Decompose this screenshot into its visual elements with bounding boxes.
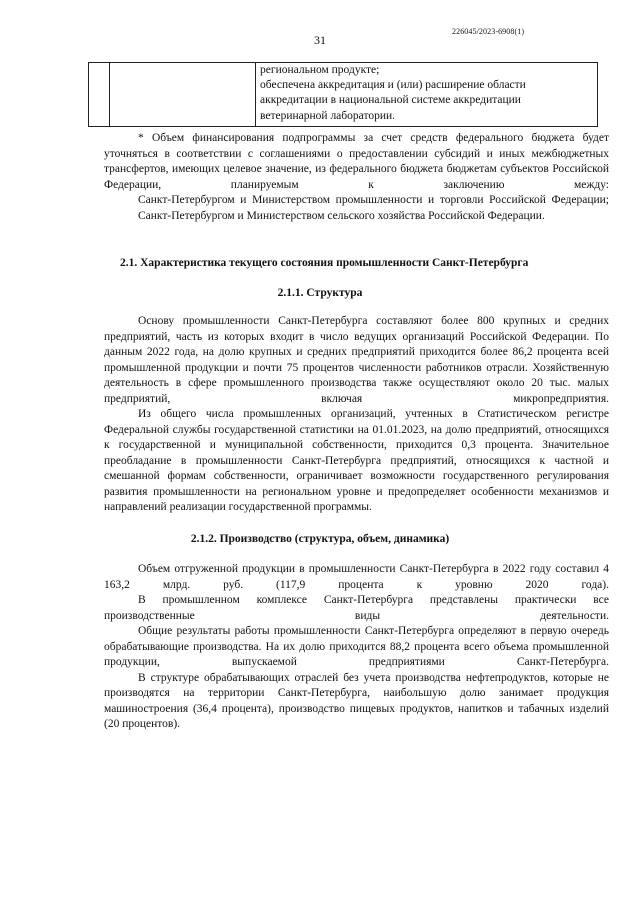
document-registration-number: 226045/2023-6908(1)	[452, 27, 525, 36]
body-paragraph: Основу промышленности Санкт-Петербурга составляют более 800 крупных и средних предприятий, часть из которых входит в число ведущих организаций Российской Федерации. По данным 2022 года, на долю крупных и средних предприятий приходится более 86,2 процента всей промышленной продукции и почти 75 процентов численности работников отрасли. Хозяйственную деятельность в сфере промышленного производства также осуществляют около 20 тыс. малых предприятий, включая микропредприятия.	[104, 315, 609, 405]
table-cell-task	[110, 63, 256, 127]
footnote-paragraph: * Объем финансирования подпрограммы за счет средств федерального бюджета будет уточняться в соответствии с соглашениями о предоставлении субсидий и иных межбюджетных трансфертов, имеющих целевое значение, из федерального бюджета бюджетам субъектов Российской Федерации, планируемым к заключению между:	[104, 132, 609, 191]
table-text-line: ветеринарной лаборатории.	[260, 109, 396, 122]
section-2-1-1-body	[104, 314, 609, 516]
page-number: 31	[314, 33, 326, 47]
section-heading-2-1-2: 2.1.2. Производство (структура, объем, динамика)	[190, 533, 450, 545]
body-paragraph: В структуре обрабатывающих отраслей без учета производства нефтепродуктов, которые не производятся на территории Санкт-Петербурга, наибольшую долю занимает продукция машиностроения (36,4 процента), производство пищевых продуктов, напитков и табачных изделий (20 процентов).	[104, 671, 609, 730]
body-paragraph: Из общего числа промышленных организаций, учтенных в Статистическом регистре Федеральной службы государственной статистики на 01.01.2023, на долю предприятий, относящихся к государственной и муниципальной собственности, приходится 0,3 процента. Значительное преобладание в промышленности Санкт-Петербурга предприятий, относящихся к частной и смешанной формам собственности, ограничивает возможности государственного регулирования развития промышленности на региональном уровне и предопределяет особенности механизмов и направлений реализации государственной программы.	[104, 408, 609, 513]
table-cell-number	[89, 63, 110, 127]
body-paragraph: Общие результаты работы промышленности Санкт-Петербурга определяют в первую очередь обрабатывающие производства. На их долю приходится 88,2 процента всего объема промышленной продукции, выпускаемой предприятиями Санкт-Петербурга.	[104, 625, 609, 668]
section-heading-2-1: 2.1. Характеристика текущего состояния промышленности Санкт-Петербурга	[120, 257, 529, 269]
continuation-table	[88, 62, 598, 127]
footnote-paragraph: Санкт-Петербургом и Министерством сельского хозяйства Российской Федерации.	[138, 209, 545, 222]
table-text-line: обеспечена аккредитация и (или) расширение области	[260, 79, 526, 92]
footnote-paragraph: Санкт-Петербургом и Министерством промышленности и торговли Российской Федерации;	[138, 194, 609, 206]
section-heading-2-1-1: 2.1.1. Структура	[277, 287, 363, 299]
table-text-line: региональном продукте;	[260, 64, 380, 76]
section-2-1-2-body	[104, 562, 609, 733]
body-paragraph: Объем отгруженной продукции в промышленности Санкт-Петербурга в 2022 году составил 4 163,2 млрд. руб. (117,9 процента к уровню 2020 года).	[104, 563, 609, 591]
footnote	[104, 131, 609, 224]
body-paragraph: В промышленном комплексе Санкт-Петербурга представлены практически все производственные виды деятельности.	[104, 594, 609, 622]
table-row	[89, 63, 598, 127]
table-text-line: аккредитации в национальной системе аккредитации	[260, 94, 521, 107]
table-cell-results	[256, 63, 598, 127]
